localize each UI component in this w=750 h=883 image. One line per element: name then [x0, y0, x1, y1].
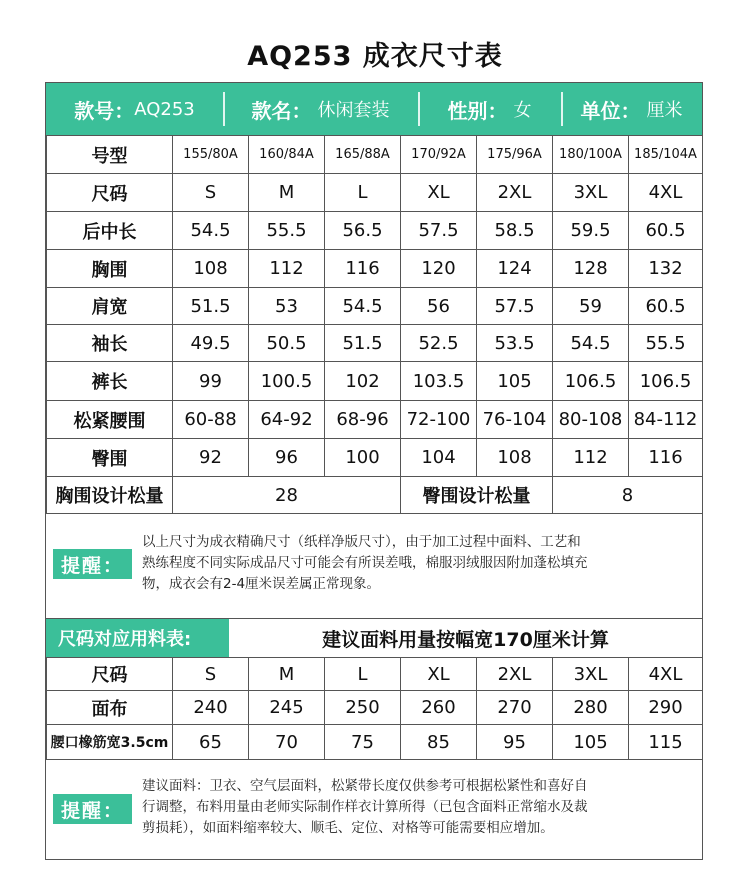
table-cell: 85 [401, 725, 477, 760]
fabric-section-note: 建议面料用量按幅宽170厘米计算 [322, 628, 609, 651]
table-cell: 108 [173, 250, 249, 288]
table-cell: 54.5 [553, 325, 629, 362]
table-cell: 106.5 [553, 362, 629, 401]
table-cell: 3XL [553, 174, 629, 212]
table-cell: 57.5 [401, 212, 477, 250]
table-row [47, 136, 703, 174]
table-cell: 120 [401, 250, 477, 288]
unit-field [561, 83, 702, 135]
table-cell: 250 [325, 691, 401, 725]
table-cell: 60.5 [629, 288, 703, 325]
table-cell: 270 [477, 691, 553, 725]
table-cell: 128 [553, 250, 629, 288]
table-cell: 92 [173, 439, 249, 477]
table-cell: 124 [477, 250, 553, 288]
table-cell: 245 [249, 691, 325, 725]
table-cell: 54.5 [173, 212, 249, 250]
row-label: 袖长 [47, 325, 173, 362]
table-row [47, 439, 703, 477]
table-cell: 132 [629, 250, 703, 288]
table-cell: 70 [249, 725, 325, 760]
table-cell: 53 [249, 288, 325, 325]
table-cell: 165/88A [325, 136, 401, 174]
row-label: 后中长 [47, 212, 173, 250]
table-cell: 55.5 [629, 325, 703, 362]
table-cell: M [249, 658, 325, 691]
table-row [47, 250, 703, 288]
table-row [47, 691, 703, 725]
table-cell: 80-108 [553, 401, 629, 439]
table-cell: 2XL [477, 658, 553, 691]
table-cell: S [173, 174, 249, 212]
table-cell: 64-92 [249, 401, 325, 439]
table-cell: 240 [173, 691, 249, 725]
table-row [47, 362, 703, 401]
table-cell: 65 [173, 725, 249, 760]
table-cell: 50.5 [249, 325, 325, 362]
table-cell: 116 [325, 250, 401, 288]
style-number-field [46, 83, 223, 135]
table-cell: 175/96A [477, 136, 553, 174]
table-cell: M [249, 174, 325, 212]
table-cell: 75 [325, 725, 401, 760]
table-cell: 106.5 [629, 362, 703, 401]
table-cell: 290 [629, 691, 703, 725]
table-cell: 3XL [553, 658, 629, 691]
table-cell: 95 [477, 725, 553, 760]
table-cell: XL [401, 658, 477, 691]
table-row [47, 174, 703, 212]
table-row [47, 658, 703, 691]
table-row [47, 288, 703, 325]
table-cell: 115 [629, 725, 703, 760]
table-cell: 2XL [477, 174, 553, 212]
reminder-text [142, 776, 698, 839]
unit-value: 厘米 [646, 100, 683, 121]
table-cell: L [325, 174, 401, 212]
table-cell: 99 [173, 362, 249, 401]
reminder-badge: 提醒： [53, 549, 132, 579]
table-cell: 58.5 [477, 212, 553, 250]
reminder-line: 熟练程度不同实际成品尺寸可能会有所误差哦，棉服羽绒服因附加蓬松填充 [142, 555, 588, 571]
table-cell: 56.5 [325, 212, 401, 250]
table-cell: 260 [401, 691, 477, 725]
gender-field [418, 83, 561, 135]
table-cell: 53.5 [477, 325, 553, 362]
table-cell: 180/100A [553, 136, 629, 174]
table-cell: 280 [553, 691, 629, 725]
table-cell: 185/104A [629, 136, 703, 174]
reminder-text [142, 532, 698, 595]
table-cell: 72-100 [401, 401, 477, 439]
table-row [47, 725, 703, 760]
table-cell: 108 [477, 439, 553, 477]
row-label: 裤长 [47, 362, 173, 401]
chest-ease-value: 28 [173, 477, 401, 514]
fabric-section-label: 尺码对应用料表: [46, 619, 229, 657]
table-cell: 60.5 [629, 212, 703, 250]
ease-row [47, 477, 703, 514]
table-cell: 57.5 [477, 288, 553, 325]
reminder-line: 物，成衣会有2-4厘米误差属正常现象。 [142, 576, 381, 592]
table-cell: 170/92A [401, 136, 477, 174]
table-cell: 51.5 [325, 325, 401, 362]
table-cell: 59.5 [553, 212, 629, 250]
gender-label: 性别： [447, 98, 508, 123]
reminder-badge: 提醒： [53, 794, 132, 824]
row-label: 胸围 [47, 250, 173, 288]
table-cell: 55.5 [249, 212, 325, 250]
page-title: AQ253 成衣尺寸表 [247, 41, 503, 72]
table-cell: 155/80A [173, 136, 249, 174]
reminder-line: 建议面料：卫衣、空气层面料，松紧带长度仅供参考可根据松紧性和喜好自 [142, 778, 588, 794]
reminder-line: 剪损耗），如面料缩率较大、顺毛、定位、对格等可能需要相应增加。 [142, 820, 554, 836]
table-cell: S [173, 658, 249, 691]
row-label: 尺码 [47, 658, 173, 691]
table-cell: 4XL [629, 174, 703, 212]
style-name-value: 休闲套装 [317, 100, 390, 121]
fabric-table [46, 657, 703, 760]
style-name-label: 款名： [251, 98, 312, 123]
row-label: 尺码 [47, 174, 173, 212]
row-label: 肩宽 [47, 288, 173, 325]
unit-label: 单位： [580, 98, 641, 123]
chest-ease-label: 胸围设计松量 [47, 477, 173, 514]
table-cell: 160/84A [249, 136, 325, 174]
table-cell: 76-104 [477, 401, 553, 439]
row-label: 臀围 [47, 439, 173, 477]
table-cell: 100 [325, 439, 401, 477]
table-cell: 100.5 [249, 362, 325, 401]
table-cell: 112 [553, 439, 629, 477]
table-cell: 112 [249, 250, 325, 288]
row-label: 号型 [47, 136, 173, 174]
table-cell: 60-88 [173, 401, 249, 439]
hip-ease-value: 8 [553, 477, 703, 514]
table-cell: 54.5 [325, 288, 401, 325]
table-cell: 4XL [629, 658, 703, 691]
table-row [47, 401, 703, 439]
table-cell: 103.5 [401, 362, 477, 401]
style-number-label: 款号： [74, 98, 135, 123]
table-cell: 96 [249, 439, 325, 477]
hip-ease-label: 臀围设计松量 [401, 477, 553, 514]
header-bar [46, 83, 702, 135]
row-label: 松紧腰围 [47, 401, 173, 439]
table-cell: 59 [553, 288, 629, 325]
reminder-line: 行调整，布料用量由老师实际制作样衣计算所得（已包含面料正常缩水及裁 [142, 799, 588, 815]
table-cell: 49.5 [173, 325, 249, 362]
style-number-value: AQ253 [134, 98, 195, 120]
table-cell: 52.5 [401, 325, 477, 362]
table-cell: 105 [477, 362, 553, 401]
reminder-line: 以上尺寸为成衣精确尺寸（纸样净版尺寸），由于加工过程中面料、工艺和 [142, 534, 581, 550]
gender-value: 女 [513, 100, 532, 121]
table-cell: L [325, 658, 401, 691]
row-label: 腰口橡筋宽3.5cm [47, 725, 173, 760]
table-cell: 105 [553, 725, 629, 760]
table-cell: 51.5 [173, 288, 249, 325]
size-table [46, 135, 703, 514]
table-cell: 104 [401, 439, 477, 477]
table-row [47, 325, 703, 362]
row-label: 面布 [47, 691, 173, 725]
table-cell: XL [401, 174, 477, 212]
table-cell: 56 [401, 288, 477, 325]
table-row [47, 212, 703, 250]
table-cell: 102 [325, 362, 401, 401]
table-cell: 84-112 [629, 401, 703, 439]
style-name-field [223, 83, 418, 135]
table-cell: 116 [629, 439, 703, 477]
table-cell: 68-96 [325, 401, 401, 439]
